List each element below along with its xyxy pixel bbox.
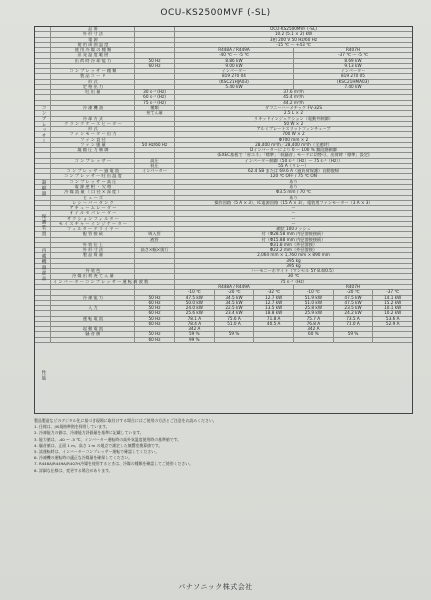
spec-value-left: R448A / R449A [175, 48, 294, 52]
perf-value: 75.7 A [294, 317, 334, 321]
note-line: 2. 冷凍能力の値は、冷凍能力評価量を基準に記載しています。 [34, 430, 144, 436]
spec-value: 操作回路（5 A × 3）、IC電源回路（15 A × 3）、電装用ファンモーター（3 A × 3） [214, 199, 373, 205]
perf-condition: 60 Hz [135, 301, 175, 305]
spec-condition: 50 Hz/60 Hz [135, 143, 175, 147]
group-cell [35, 311, 51, 315]
spec-value: -15 ℃ ～ +43 ℃ [276, 41, 311, 47]
spec-value-right: 7.40 kW [344, 83, 362, 89]
perf-value: 47.5 kW [334, 296, 374, 300]
group-cell [35, 32, 51, 36]
perf-value [373, 338, 412, 342]
group-cell [35, 64, 51, 68]
spec-value: Φ700 mm × 2 [278, 136, 309, 142]
perf-value: 24.2 kW [334, 311, 374, 315]
perf-value: 25.9 kW [294, 311, 334, 315]
perf-value [334, 338, 374, 342]
perf-value: 23.4 kW [215, 311, 255, 315]
spec-condition [135, 117, 175, 121]
spec-condition [135, 69, 175, 73]
group-label: 保護装置 [41, 213, 46, 237]
spec-condition [135, 48, 175, 52]
spec-condition [135, 285, 175, 289]
perf-value: 51.0 kW [294, 301, 334, 305]
evap-temp: -20 ℃ [215, 290, 255, 294]
spec-condition [135, 290, 175, 294]
spec-condition [135, 127, 175, 131]
spec-condition [135, 174, 175, 178]
perf-value: 71.0 A [334, 322, 374, 326]
spec-value: 395 kg [286, 257, 301, 263]
spec-label [51, 153, 135, 157]
spec-label: インバーターコンプレッサー運転周波数 [53, 278, 150, 284]
note-line: 8. 詳細な仕様は、変更する場合があります。 [34, 467, 113, 473]
spec-value: 10.2 (5.1 × 2) kW [274, 31, 313, 37]
perf-value: 25.8 kW [294, 306, 334, 310]
refrigerant-header: R448A / R449A [175, 285, 294, 289]
spec-value: 45.4 m³/h [283, 94, 304, 100]
spec-label: サクションフィルター [51, 217, 135, 221]
spec-value-left: 8.86 kW [175, 59, 294, 63]
perf-value: 47.5 kW [175, 296, 215, 300]
page-title: OCU-KS2500MVF (-SL) [160, 8, 271, 18]
spec-label: フィルタードライヤー [51, 227, 135, 231]
spec-value: ハーモニーホワイト（マンセル 5Y 8.4/0.5） [250, 268, 337, 274]
group-cell [35, 296, 51, 300]
note-line: 4. 騒音値は、正面 1 m、高さ 1 m の地点で測定した無響室換算値です。 [34, 442, 163, 448]
perf-value: 59 % [215, 332, 255, 336]
spec-value-left: インバーター [175, 69, 294, 73]
spec-label: 冷凍機油 [51, 106, 135, 110]
spec-label: 製品質量 [51, 253, 135, 257]
evap-temp: -10 ℃ [294, 290, 334, 294]
spec-value: 62.4 SB または 69.6 A（過負荷保護）自動復帰 [248, 168, 339, 174]
spec-value-left: 9.00 kW [175, 64, 294, 68]
spec-value: 28,400 m³/h／28,400 m³/h（全速時） [255, 141, 332, 147]
spec-value: 30 ℃ [287, 273, 300, 279]
group-cell [35, 306, 51, 310]
group-cell [35, 38, 51, 42]
spec-value: 75 s⁻¹（Hz） [280, 278, 307, 284]
spec-value-right: インバーター [340, 68, 366, 74]
spec-value: ダフニーハーメチック FV-32S [265, 104, 322, 110]
spec-label [51, 111, 135, 115]
perf-value: 71.8 A [254, 317, 294, 321]
perf-value: 13.5 kW [254, 306, 294, 310]
note-line: 3. 能力値は、-40 ～ -5 ℃、インバーター運転時の高外気温度使用時の基準値です。 [34, 436, 182, 442]
spec-condition [135, 280, 175, 284]
perf-condition: 50 Hz [135, 332, 175, 336]
perf-value: 25.6 kW [175, 311, 215, 315]
perf-value: 40.5 A [254, 322, 294, 326]
spec-value: 2.5 L × 2 [283, 110, 304, 116]
spec-condition: 60 Hz [135, 64, 175, 68]
perf-label: 起動電流 [51, 327, 135, 331]
perf-value: 47.5 kW [334, 301, 374, 305]
perf-value [373, 327, 412, 331]
perf-value: 75.6 A [215, 317, 255, 321]
spec-condition [135, 27, 175, 31]
spec-label: 使用周囲温度 [51, 43, 135, 47]
spec-value-left: 5.40 kW [175, 85, 294, 89]
spec-label: 外装仕上 [51, 243, 135, 247]
group-label: 内蔵機器部品 [41, 247, 46, 282]
spec-value: 3相 200 V 50 Hz/60 Hz [269, 36, 318, 42]
perf-value: 73.5 A [334, 317, 374, 321]
spec-value-right: 8.69 kW [344, 57, 362, 63]
spec-label [51, 95, 135, 99]
spec-value: 2,064 mm × 1,760 mm × 890 mm [257, 252, 330, 258]
group-cell [35, 43, 51, 47]
perf-value: 22.5 kW [215, 306, 255, 310]
perf-value [254, 332, 294, 336]
perf-value: 78.4 A [175, 322, 215, 326]
spec-value: Φ22.2 mm（外径溶接） [269, 247, 318, 253]
spec-condition [135, 269, 175, 273]
perf-value: 12.7 kW [254, 301, 294, 305]
spec-value: OCU-KS2500MVF (-SL) [270, 26, 317, 31]
perf-label: 運転電流 [51, 317, 135, 321]
perf-value: 342 A [175, 327, 215, 331]
group-cell [35, 206, 51, 210]
perf-value: 342 A [294, 327, 334, 331]
spec-rows [35, 27, 412, 343]
spec-label: モイスチャーインジケーター [51, 222, 135, 226]
spec-label: 配管接続 [51, 232, 135, 236]
spec-value-left: 819 270 04 [175, 74, 294, 78]
spec-value-right: 9.13 kW [344, 62, 362, 68]
spec-value-right: 819 270 05 [341, 73, 365, 79]
spec-label: オイルセパレーター [51, 211, 135, 215]
spec-value-left: (KSC21HJA03) [175, 80, 294, 84]
spec-label [51, 259, 135, 263]
spec-label: 品番 [51, 27, 135, 31]
spec-label: コンプレッサー吐出温度 [51, 174, 135, 178]
spec-condition: 充てん量 [135, 111, 175, 115]
group-label: 凝縮器 [41, 179, 46, 197]
spec-label: 使用冷媒の種類 [51, 48, 135, 52]
spec-condition: 30 s⁻¹ (Hz) [135, 90, 175, 94]
spec-value-right: R407H [345, 47, 361, 53]
group-cell [35, 301, 51, 305]
group-cell [35, 59, 51, 63]
perf-value: 59 % [175, 332, 215, 336]
perf-value: 34.5 kW [215, 301, 255, 305]
spec-label: 外形寸法 [51, 32, 135, 36]
spec-value: Φ31.8 mm（外径溶接） [269, 241, 318, 247]
spec-condition [135, 122, 175, 126]
spec-value: 395 kg [286, 262, 301, 268]
spec-condition: 高圧 [135, 159, 175, 163]
spec-condition [135, 38, 175, 42]
perf-value: 52.9 A [385, 320, 400, 326]
spec-value-left: -40 ℃ ～ -5 ℃ [175, 53, 294, 57]
spec-label: 出荷時冷却能力 [51, 59, 135, 63]
group-cell [35, 27, 51, 31]
perf-condition: 60 Hz [135, 322, 175, 326]
spec-condition [135, 80, 175, 84]
perf-value: 24.0 kW [175, 306, 215, 310]
spec-condition [135, 153, 175, 157]
spec-condition [135, 180, 175, 184]
spec-condition [135, 206, 175, 210]
perf-value [373, 332, 412, 336]
perf-label [51, 338, 135, 342]
spec-label: 外装色 [51, 269, 135, 273]
spec-value: 120 ℃ OFF / 75 ℃ ON [270, 173, 317, 179]
spec-condition [135, 132, 175, 136]
group-cell [35, 327, 51, 331]
spec-condition: 高さ×幅×奥行 [135, 248, 175, 252]
spec-value: ー [291, 215, 296, 221]
spec-condition [135, 74, 175, 78]
spec-label: ファンモーター出力 [51, 132, 135, 136]
spec-label: 冷媒出荷充てん量 [51, 274, 135, 278]
spec-value: 付（Φ28.58 mm 内径溶接接続） [261, 231, 326, 237]
spec-condition: インバーター [135, 169, 175, 173]
spec-condition [135, 43, 175, 47]
performance-row [35, 338, 412, 343]
spec-value: (EXEC基板で「省エネ」「標準」「低騒音」モードに切替可、出荷時「標準」設定) [217, 152, 370, 158]
spec-label: コンプレッサー過電流 [51, 169, 135, 173]
perf-value: 78.1 A [175, 317, 215, 321]
perf-value: 50.0 kW [175, 301, 215, 305]
note-line: 5. 試運転時は、インバーターコンプレッサー運転で確認してください。 [34, 449, 160, 455]
group-cell [35, 53, 51, 57]
spec-value: 44.2 m³/h [283, 99, 304, 105]
spec-condition [135, 32, 175, 36]
group-cell [35, 48, 51, 52]
perf-value: 12.7 kW [254, 296, 294, 300]
perf-label: 冷凍能力 [51, 296, 135, 300]
spec-label: 定格出力 [51, 85, 135, 89]
spec-condition [135, 264, 175, 268]
note-line: 製品製造などのデジタル化に基づき現場に取付けする場合にはご使用の方法とご注意をお読みください。 [34, 418, 217, 423]
perf-value: 51.9 kW [294, 296, 334, 300]
spec-label: 電源逆相・欠相 [51, 185, 135, 189]
evap-temp: -37 ℃ [386, 289, 400, 295]
spec-label: 吐出量 [51, 90, 135, 94]
spec-value-right: -37 ℃ ～ -5 ℃ [338, 52, 368, 58]
spec-label: コンプレッサー高圧 [51, 180, 135, 184]
spec-condition [135, 211, 175, 215]
perf-value: 18.8 kW [254, 311, 294, 315]
spec-condition [135, 185, 175, 189]
spec-value: 700 W × 2 [282, 131, 305, 137]
spec-condition: 60 s⁻¹ (Hz) [135, 95, 175, 99]
spec-label: アキュームレーター [51, 206, 135, 210]
spec-label: ファン直径 [51, 138, 135, 142]
spec-table [34, 26, 413, 414]
spec-label: 電源 [51, 38, 135, 42]
spec-value: 50 W × 2 [283, 120, 304, 126]
spec-condition [135, 253, 175, 257]
spec-label [51, 285, 135, 289]
group-cell [35, 338, 51, 342]
group-cell [35, 74, 51, 78]
evap-temp: -10 ℃ [175, 290, 215, 294]
spec-condition [135, 201, 175, 205]
perf-value: 23.5 kW [334, 306, 374, 310]
spec-value: Φ3.5 mm / 70 ℃ [276, 189, 311, 195]
perf-condition: 60 Hz [135, 311, 175, 315]
spec-condition [135, 148, 175, 152]
spec-value: あり [289, 194, 298, 200]
perf-value [294, 338, 334, 342]
spec-condition: 液管 [135, 238, 175, 242]
spec-label: クランクケースヒーター [51, 122, 135, 126]
spec-value: ー [291, 220, 296, 226]
spec-condition [135, 217, 175, 221]
spec-condition [135, 196, 175, 200]
spec-value: 付（Φ15.88 mm 内径溶接接続） [261, 236, 326, 242]
spec-value: 55 A（リレー） [278, 162, 309, 168]
spec-value: アルミプレートスリットフィンチューブ [256, 126, 331, 132]
group-cell [35, 80, 51, 84]
spec-value: インバーター制御（50 s⁻¹（Hz）～ 75 s⁻¹（Hz）） [244, 157, 343, 163]
spec-condition [135, 259, 175, 263]
perf-value: 15.2 kW [384, 299, 402, 305]
spec-condition [135, 190, 175, 194]
group-cell [35, 69, 51, 73]
group-cell [35, 322, 51, 326]
perf-value: 10.2 kW [384, 310, 402, 316]
spec-condition: 低圧 [135, 164, 175, 168]
spec-value-right: (KSC21HMA03) [337, 78, 369, 84]
spec-label: コンプレッサー種類 [51, 69, 135, 73]
group-label: コンプレッサー [41, 105, 46, 145]
company-name: パナソニック株式会社 [178, 583, 253, 591]
group-label: 性能 [41, 369, 46, 382]
spec-label: ファン風量 [51, 143, 135, 147]
spec-value: ー [291, 210, 296, 216]
spec-condition: 種類 [135, 106, 175, 110]
perf-value: 76.8 A [294, 322, 334, 326]
spec-label: 冷媒流量（口径×深度） [51, 190, 135, 194]
spec-label: 形式 [51, 80, 135, 84]
spec-label: レシーバータンク [51, 201, 135, 205]
spec-label: コンプレッサー [51, 159, 135, 163]
spec-value: リキッドインジェクション（電動弁制御） [254, 115, 333, 121]
perf-value [215, 338, 255, 342]
spec-label: ヒューズ [51, 196, 135, 200]
notes-section [34, 418, 413, 474]
spec-condition [135, 53, 175, 57]
perf-value: 59 % [334, 332, 374, 336]
perf-label: 入力 [51, 306, 135, 310]
spec-value: あり [289, 178, 298, 184]
perf-value: 53.6 A [385, 315, 400, 321]
spec-value: Dインバーターにより 0 ～ 100 % 無段階制御 [249, 147, 338, 153]
perf-value: 51.0 A [215, 322, 255, 326]
refrigerant-header: R407H [345, 284, 361, 290]
perf-label [51, 311, 135, 315]
perf-value: 34.5 kW [215, 296, 255, 300]
evap-temp: -32 ℃ [254, 290, 294, 294]
perf-value: 99 % [175, 338, 215, 342]
spec-value: 37.6 m³/h [283, 89, 304, 95]
perf-value: 60 % [294, 332, 334, 336]
spec-label: 製品コード [51, 74, 135, 78]
perf-condition: 50 Hz [135, 296, 175, 300]
spec-label: 形式 [51, 127, 135, 131]
spec-condition [135, 222, 175, 226]
spec-condition: 50 Hz [135, 59, 175, 63]
perf-value [254, 338, 294, 342]
spec-value: ー [291, 205, 296, 211]
spec-label [51, 290, 135, 294]
perf-condition: 50 Hz [135, 317, 175, 321]
perf-value [254, 327, 294, 331]
spec-label: 凝縮圧力制御 [51, 148, 135, 152]
note-line: 7. R448A/R449A/R407H冷媒を使用するときは、冷媒の種類を確認してご使用ください。 [34, 461, 194, 467]
spec-value: あり [289, 183, 298, 189]
group-cell [35, 164, 51, 168]
spec-label: 外形寸法 [51, 248, 135, 252]
group-cell [35, 332, 51, 336]
spec-value: 網状 100メッシュ [276, 226, 311, 232]
evap-temp: -20 ℃ [334, 290, 374, 294]
perf-condition: 50 Hz [135, 306, 175, 310]
note-line: 1. 仕様は、JIS規格準拠を採用しています。 [34, 424, 110, 430]
spec-label: 冷却方式 [51, 117, 135, 121]
perf-label: 騒音値 [51, 332, 135, 336]
note-line: 6. 冷凍機の運転時の適正な冷媒量を確保してください。 [34, 455, 133, 461]
perf-value: 14.1 kW [384, 294, 402, 300]
perf-value: 10.1 kW [384, 305, 402, 311]
spec-label: 蒸発温度範囲 [51, 53, 135, 57]
spec-condition: 吸入管 [135, 232, 175, 236]
group-cell [35, 317, 51, 321]
perf-condition: 60 Hz [135, 338, 175, 342]
spec-condition: 75 s⁻¹ (Hz) [135, 101, 175, 105]
